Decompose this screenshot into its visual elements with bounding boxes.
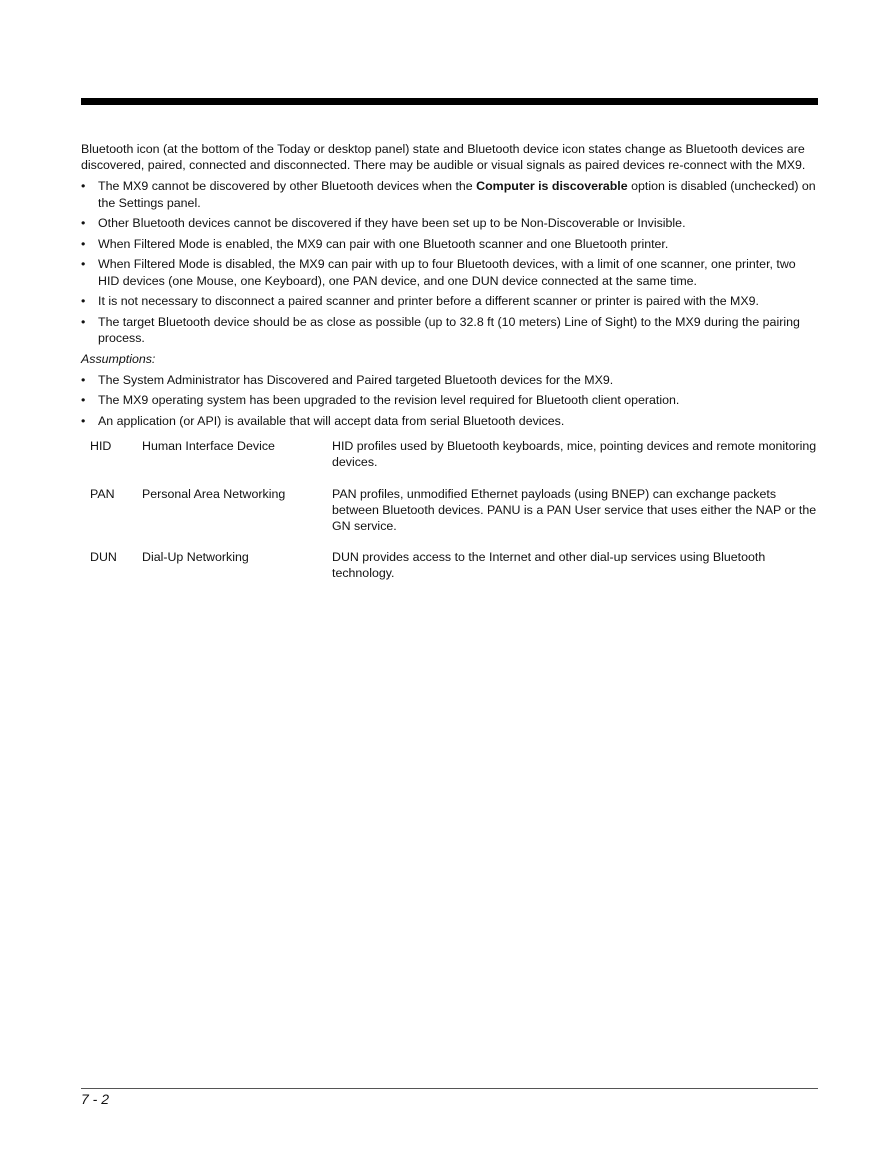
list-item: • The System Administrator has Discovered and Paired targeted Bluetooth devices for the MX9. [81, 372, 614, 387]
profile-abbreviation: HID [90, 439, 112, 454]
table-row [81, 438, 818, 485]
list-item: • When Filtered Mode is disabled, the MX9 can pair with up to four Bluetooth devices, with a limit of one scanner, one printer, two HID devices (one Mouse, one Keyboard), one PAN device, and one DUN device connected at the same time. [81, 257, 796, 288]
page-content [81, 141, 818, 597]
bullet-icon: • [81, 179, 86, 194]
list-item: • The MX9 cannot be discovered by other Bluetooth devices when the Computer is discoverable option is disabled (unchecked) on the Settings panel. [81, 179, 816, 210]
assumptions-list [81, 372, 818, 429]
list-item: • When Filtered Mode is enabled, the MX9 can pair with one Bluetooth scanner and one Bluetooth printer. [81, 236, 669, 251]
bullet-icon: • [81, 216, 86, 231]
bullet-icon: • [81, 393, 86, 408]
bullet-icon: • [81, 372, 86, 387]
list-item: • An application (or API) is available that will accept data from serial Bluetooth devices. [81, 413, 565, 428]
list-item: • Other Bluetooth devices cannot be discovered if they have been set up to be Non-Discoverable or Invisible. [81, 216, 686, 231]
profile-abbreviation: PAN [90, 486, 115, 501]
list-item: • The MX9 operating system has been upgraded to the revision level required for Bluetooth client operation. [81, 393, 680, 408]
profile-description: PAN profiles, unmodified Ethernet payloads (using BNEP) can exchange packets between Bluetooth devices. PANU is a PAN User service that uses either the NAP or the GN service. [332, 486, 817, 533]
bluetooth-profiles-table [81, 438, 818, 596]
profile-name: Personal Area Networking [142, 486, 286, 501]
bullet-icon: • [81, 314, 86, 329]
profile-name: Human Interface Device [142, 439, 275, 454]
table-row [81, 549, 818, 596]
bullet-icon: • [81, 413, 86, 428]
bullet-icon: • [81, 257, 86, 272]
profile-description: HID profiles used by Bluetooth keyboards, mice, pointing devices and remote monitoring devices. [332, 439, 817, 470]
table-row [81, 486, 818, 550]
bullet-icon: • [81, 294, 86, 309]
profile-abbreviation: DUN [90, 550, 117, 565]
bullet-icon: • [81, 236, 86, 251]
option-name: Computer is discoverable [476, 179, 628, 194]
list-item: • It is not necessary to disconnect a paired scanner and printer before a different scanner or printer is paired with the MX9. [81, 294, 759, 309]
assumptions-heading: Assumptions: [81, 351, 156, 366]
bluetooth-notes-list [81, 178, 818, 346]
list-item: • The target Bluetooth device should be as close as possible (up to 32.8 ft (10 meters) Line of Sight) to the MX9 during the pairing process. [81, 314, 800, 345]
profile-description: DUN provides access to the Internet and other dial-up services using Bluetooth technology. [332, 550, 766, 581]
footer-rule [81, 1088, 818, 1089]
intro-paragraph: Bluetooth icon (at the bottom of the Today or desktop panel) state and Bluetooth device icon states change as Bluetooth devices are discovered, paired, connected and disconnected. There may be audible or visual signals as paired devices re-connect with the MX9. [81, 142, 806, 173]
profile-name: Dial-Up Networking [142, 550, 249, 565]
header-rule [81, 98, 818, 105]
page-number: 7 - 2 [81, 1091, 110, 1107]
